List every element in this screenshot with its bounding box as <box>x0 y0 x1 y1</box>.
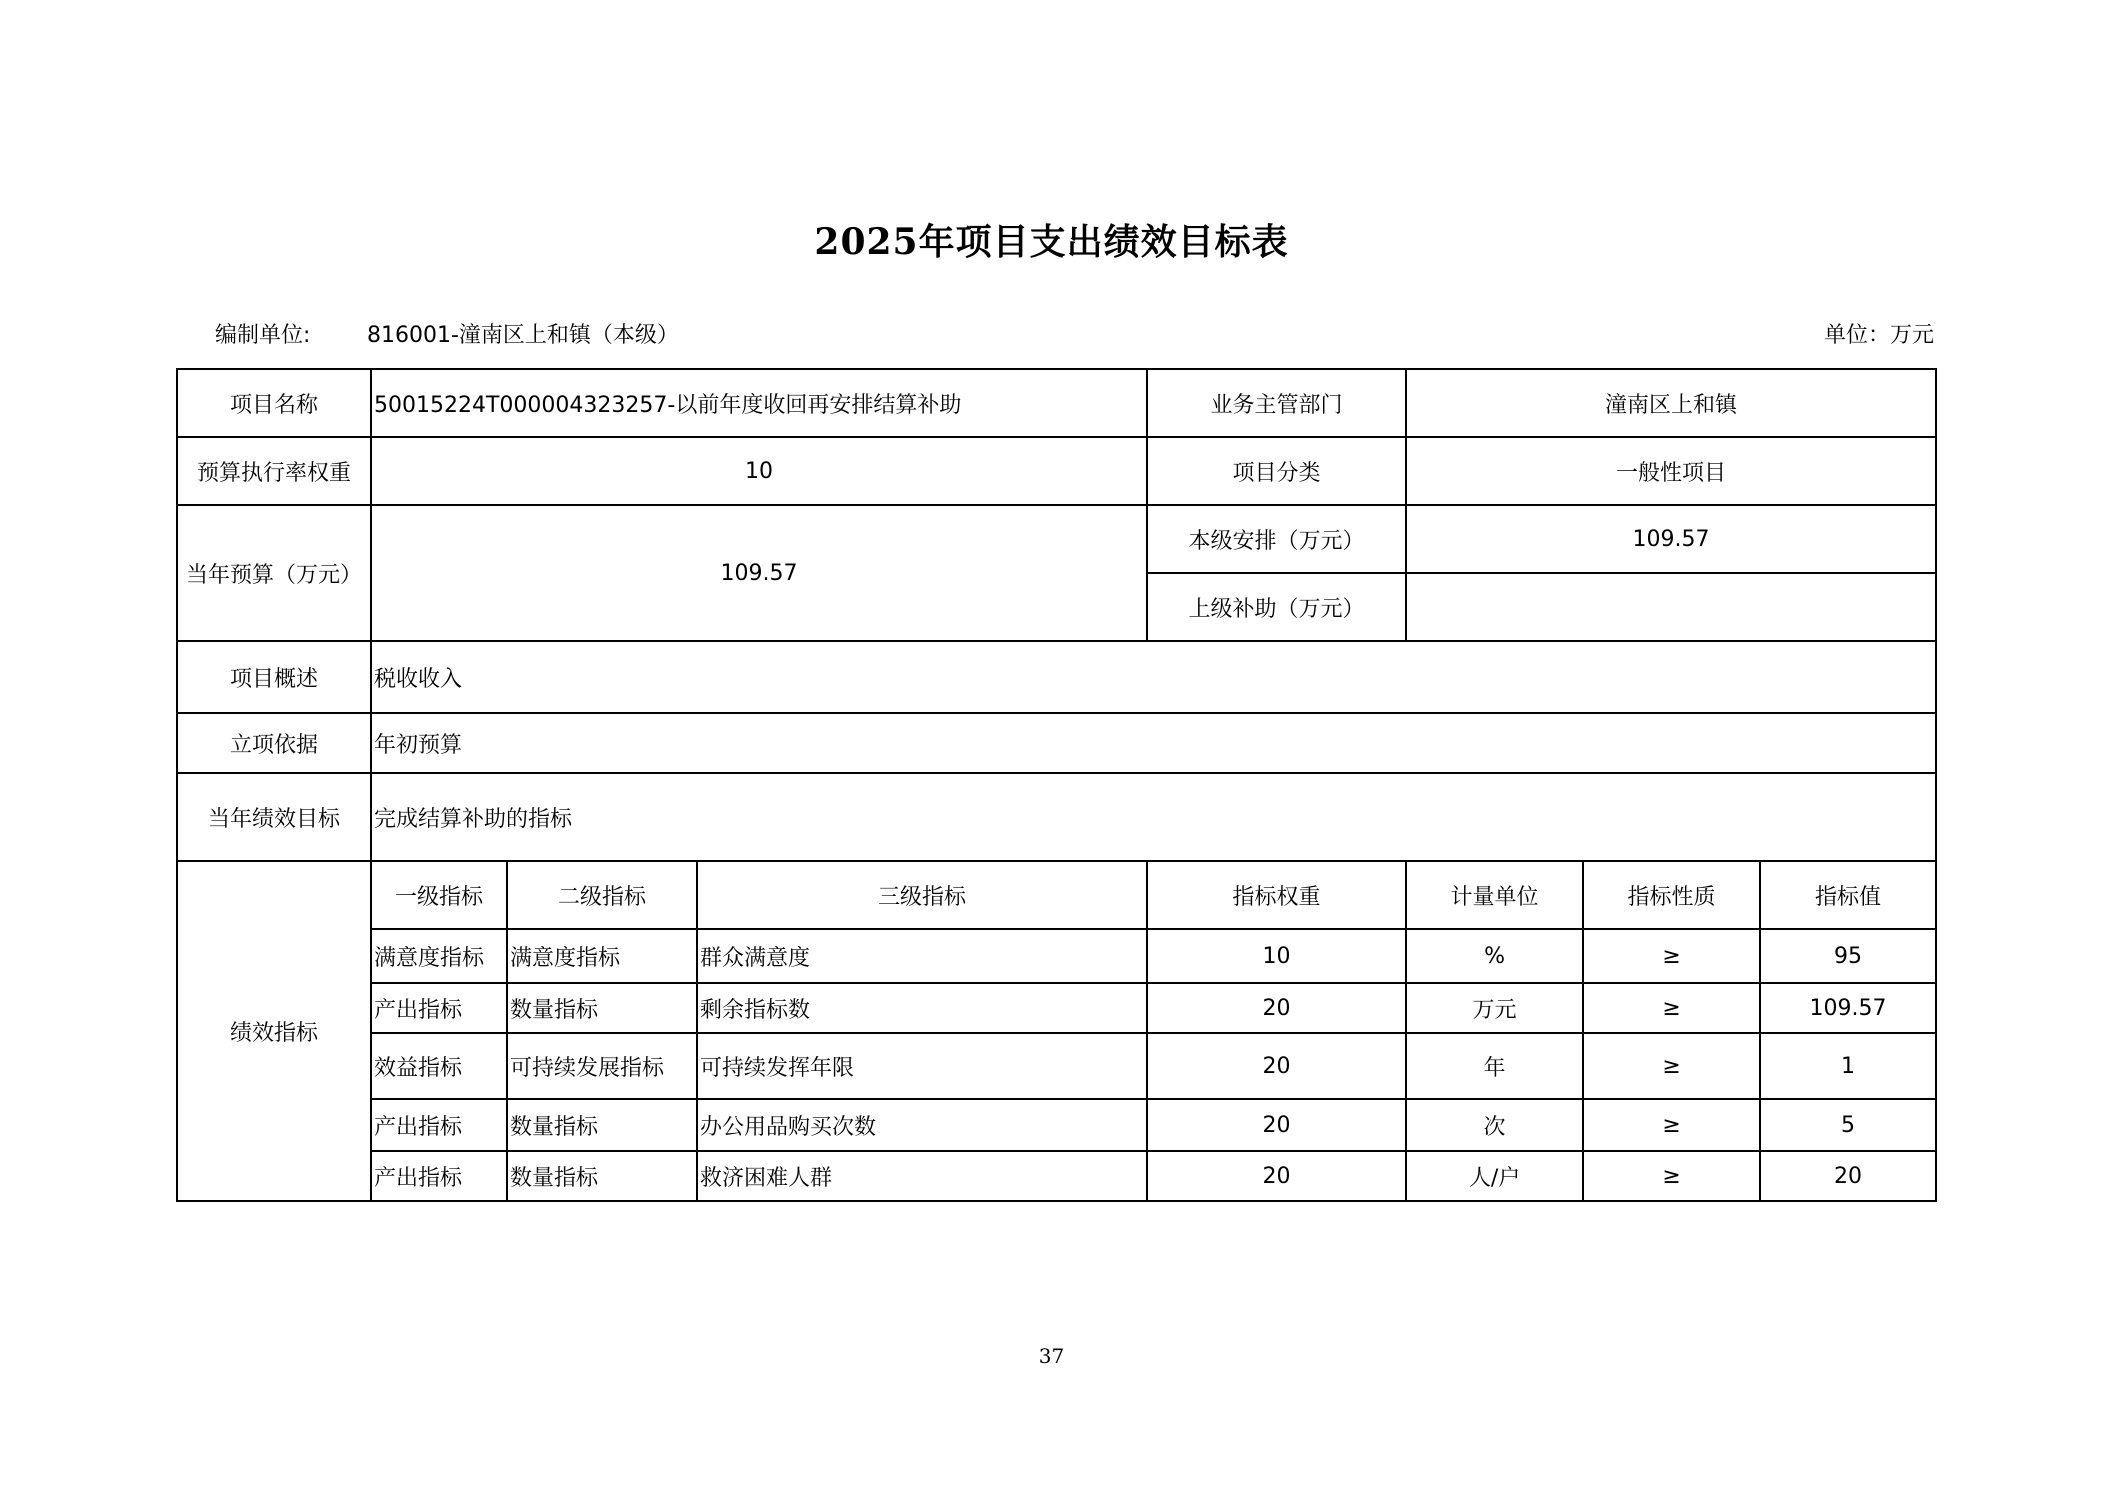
header-l3: 三级指标 <box>697 861 1147 929</box>
project-name-label: 项目名称 <box>177 369 371 437</box>
weight-label: 预算执行率权重 <box>177 437 371 505</box>
row-nature: ≥ <box>1583 1099 1760 1151</box>
row-weight: 10 <box>1147 929 1406 983</box>
indicators-section-label: 绩效指标 <box>177 861 371 1201</box>
unit-value: 816001-潼南区上和镇（本级） <box>367 323 679 348</box>
weight-value: 10 <box>371 437 1147 505</box>
currency-unit: 单位：万元 <box>1823 323 1934 348</box>
basis-label: 立项依据 <box>177 713 371 773</box>
row-nature: ≥ <box>1583 983 1760 1033</box>
page-title: 2025年项目支出绩效目标表 <box>814 221 1289 263</box>
header-value: 指标值 <box>1760 861 1936 929</box>
row-unit: 年 <box>1406 1033 1583 1099</box>
row-unit: 人/户 <box>1406 1151 1583 1201</box>
superior-value <box>1406 573 1936 641</box>
row-value: 109.57 <box>1760 983 1936 1033</box>
row-budget <box>177 505 1936 573</box>
row-unit: % <box>1406 929 1583 983</box>
overview-label: 项目概述 <box>177 641 371 713</box>
table-row <box>177 983 1936 1033</box>
indicator-header-row <box>177 861 1936 929</box>
row-weight <box>177 437 1936 505</box>
table-row <box>177 929 1936 983</box>
overview-value: 税收收入 <box>371 641 1936 713</box>
row-goal <box>177 773 1936 861</box>
row-value: 95 <box>1760 929 1936 983</box>
row-basis <box>177 713 1936 773</box>
dept-value: 潼南区上和镇 <box>1406 369 1936 437</box>
category-value: 一般性项目 <box>1406 437 1936 505</box>
row-l2: 可持续发展指标 <box>507 1033 697 1099</box>
row-l1: 产出指标 <box>371 1151 507 1201</box>
local-value: 109.57 <box>1406 505 1936 573</box>
dept-label: 业务主管部门 <box>1147 369 1406 437</box>
row-l2: 满意度指标 <box>507 929 697 983</box>
row-l3: 剩余指标数 <box>697 983 1147 1033</box>
row-l3: 救济困难人群 <box>697 1151 1147 1201</box>
header-l1: 一级指标 <box>371 861 507 929</box>
category-label: 项目分类 <box>1147 437 1406 505</box>
row-weight: 20 <box>1147 1099 1406 1151</box>
goal-label: 当年绩效目标 <box>177 773 371 861</box>
row-weight: 20 <box>1147 983 1406 1033</box>
table-row <box>177 1099 1936 1151</box>
row-nature: ≥ <box>1583 1033 1760 1099</box>
page-number: 37 <box>1038 1344 1065 1368</box>
project-name-value: 50015224T000004323257-以前年度收回再安排结算补助 <box>371 369 1147 437</box>
unit-label: 编制单位: <box>215 323 311 348</box>
row-l1: 产出指标 <box>371 1099 507 1151</box>
row-l2: 数量指标 <box>507 1151 697 1201</box>
row-weight: 20 <box>1147 1151 1406 1201</box>
unit-info <box>215 318 679 349</box>
row-weight: 20 <box>1147 1033 1406 1099</box>
header-l2: 二级指标 <box>507 861 697 929</box>
row-l2: 数量指标 <box>507 1099 697 1151</box>
row-l3: 群众满意度 <box>697 929 1147 983</box>
local-label: 本级安排（万元） <box>1147 505 1406 573</box>
header-unit: 计量单位 <box>1406 861 1583 929</box>
table-row <box>177 1151 1936 1201</box>
table-row <box>177 1033 1936 1099</box>
row-l3: 办公用品购买次数 <box>697 1099 1147 1151</box>
goal-value: 完成结算补助的指标 <box>371 773 1936 861</box>
meta-row <box>215 318 1934 352</box>
row-l1: 满意度指标 <box>371 929 507 983</box>
row-unit: 次 <box>1406 1099 1583 1151</box>
row-l1: 效益指标 <box>371 1033 507 1099</box>
row-value: 20 <box>1760 1151 1936 1201</box>
superior-label: 上级补助（万元） <box>1147 573 1406 641</box>
row-nature: ≥ <box>1583 929 1760 983</box>
budget-label: 当年预算（万元） <box>177 505 371 641</box>
row-project-name <box>177 369 1936 437</box>
row-unit: 万元 <box>1406 983 1583 1033</box>
row-nature: ≥ <box>1583 1151 1760 1201</box>
row-value: 1 <box>1760 1033 1936 1099</box>
row-l2: 数量指标 <box>507 983 697 1033</box>
budget-value: 109.57 <box>371 505 1147 641</box>
header-weight: 指标权重 <box>1147 861 1406 929</box>
basis-value: 年初预算 <box>371 713 1936 773</box>
row-l3: 可持续发挥年限 <box>697 1033 1147 1099</box>
row-value: 5 <box>1760 1099 1936 1151</box>
header-nature: 指标性质 <box>1583 861 1760 929</box>
performance-table <box>176 368 1937 1202</box>
row-overview <box>177 641 1936 713</box>
row-l1: 产出指标 <box>371 983 507 1033</box>
